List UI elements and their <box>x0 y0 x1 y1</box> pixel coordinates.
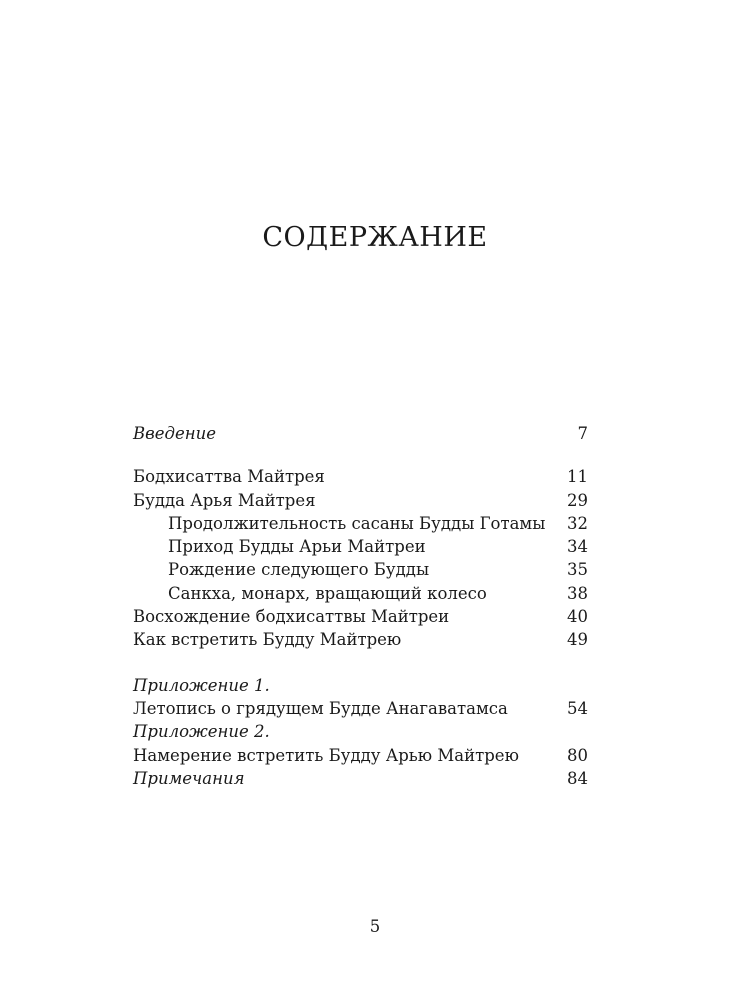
toc-entry-label: Намерение встретить Будду Арью Майтрею <box>133 745 519 765</box>
toc-entry-sasana-duration[interactable] <box>133 512 588 535</box>
toc-entry-label: Рождение следующего Будды <box>168 560 430 580</box>
toc-entry-label: Восхождение бодхисаттвы Майтреи <box>133 607 450 627</box>
toc-entry-label: Как встретить Будду Майтрею <box>133 630 402 650</box>
toc-entry-page: 80 <box>567 745 588 765</box>
toc-entry-page: 34 <box>567 537 588 557</box>
toc-entry-birth[interactable] <box>133 558 588 581</box>
toc-entry-chronicle[interactable] <box>133 697 588 720</box>
toc-entry-appendix-1[interactable] <box>133 674 588 697</box>
toc-entry-label: Будда Арья Майтрея <box>133 490 316 510</box>
toc-entry-page: 54 <box>567 698 588 718</box>
toc-entry-arrival[interactable] <box>133 535 588 558</box>
page-number: 5 <box>369 917 381 936</box>
toc-entry-page: 40 <box>567 607 588 627</box>
toc-entry-buddha-arya-maitreya[interactable] <box>133 489 588 512</box>
toc-entry-label: Санкха, монарх, вращающий колесо <box>168 583 487 603</box>
toc-entry-label: Примечания <box>133 768 245 788</box>
toc-entry-introduction[interactable] <box>133 422 588 445</box>
toc-entry-sankha[interactable] <box>133 582 588 605</box>
toc-entry-how-to-meet[interactable] <box>133 628 588 651</box>
toc-entry-page: 32 <box>567 513 588 533</box>
toc-entry-intention[interactable] <box>133 744 588 767</box>
toc-entry-page: 38 <box>567 583 588 603</box>
table-of-contents <box>133 422 588 790</box>
toc-entry-page: 49 <box>567 630 588 650</box>
toc-entry-page: 7 <box>577 424 588 443</box>
toc-entry-appendix-2[interactable] <box>133 720 588 743</box>
page-title: СОДЕРЖАНИЕ <box>262 222 488 253</box>
toc-entry-page: 84 <box>567 768 588 788</box>
toc-entry-page: 29 <box>567 490 588 510</box>
toc-entry-label: Приложение 2. <box>133 722 270 742</box>
toc-entry-label: Продолжительность сасаны Будды Готамы <box>168 513 546 533</box>
toc-entry-label: Бодхисаттва Майтрея <box>133 467 325 487</box>
toc-entry-label: Введение <box>133 424 216 443</box>
toc-entry-label: Летопись о грядущем Будде Анагаватамса <box>133 698 508 718</box>
toc-entry-label: Приход Будды Арьи Майтреи <box>168 537 426 557</box>
toc-entry-label: Приложение 1. <box>133 675 270 695</box>
toc-entry-page: 35 <box>567 560 588 580</box>
toc-entry-notes[interactable] <box>133 767 588 790</box>
toc-entry-bodhisattva-maitreya[interactable] <box>133 465 588 488</box>
toc-entry-ascension[interactable] <box>133 605 588 628</box>
toc-entry-page: 11 <box>567 467 588 487</box>
